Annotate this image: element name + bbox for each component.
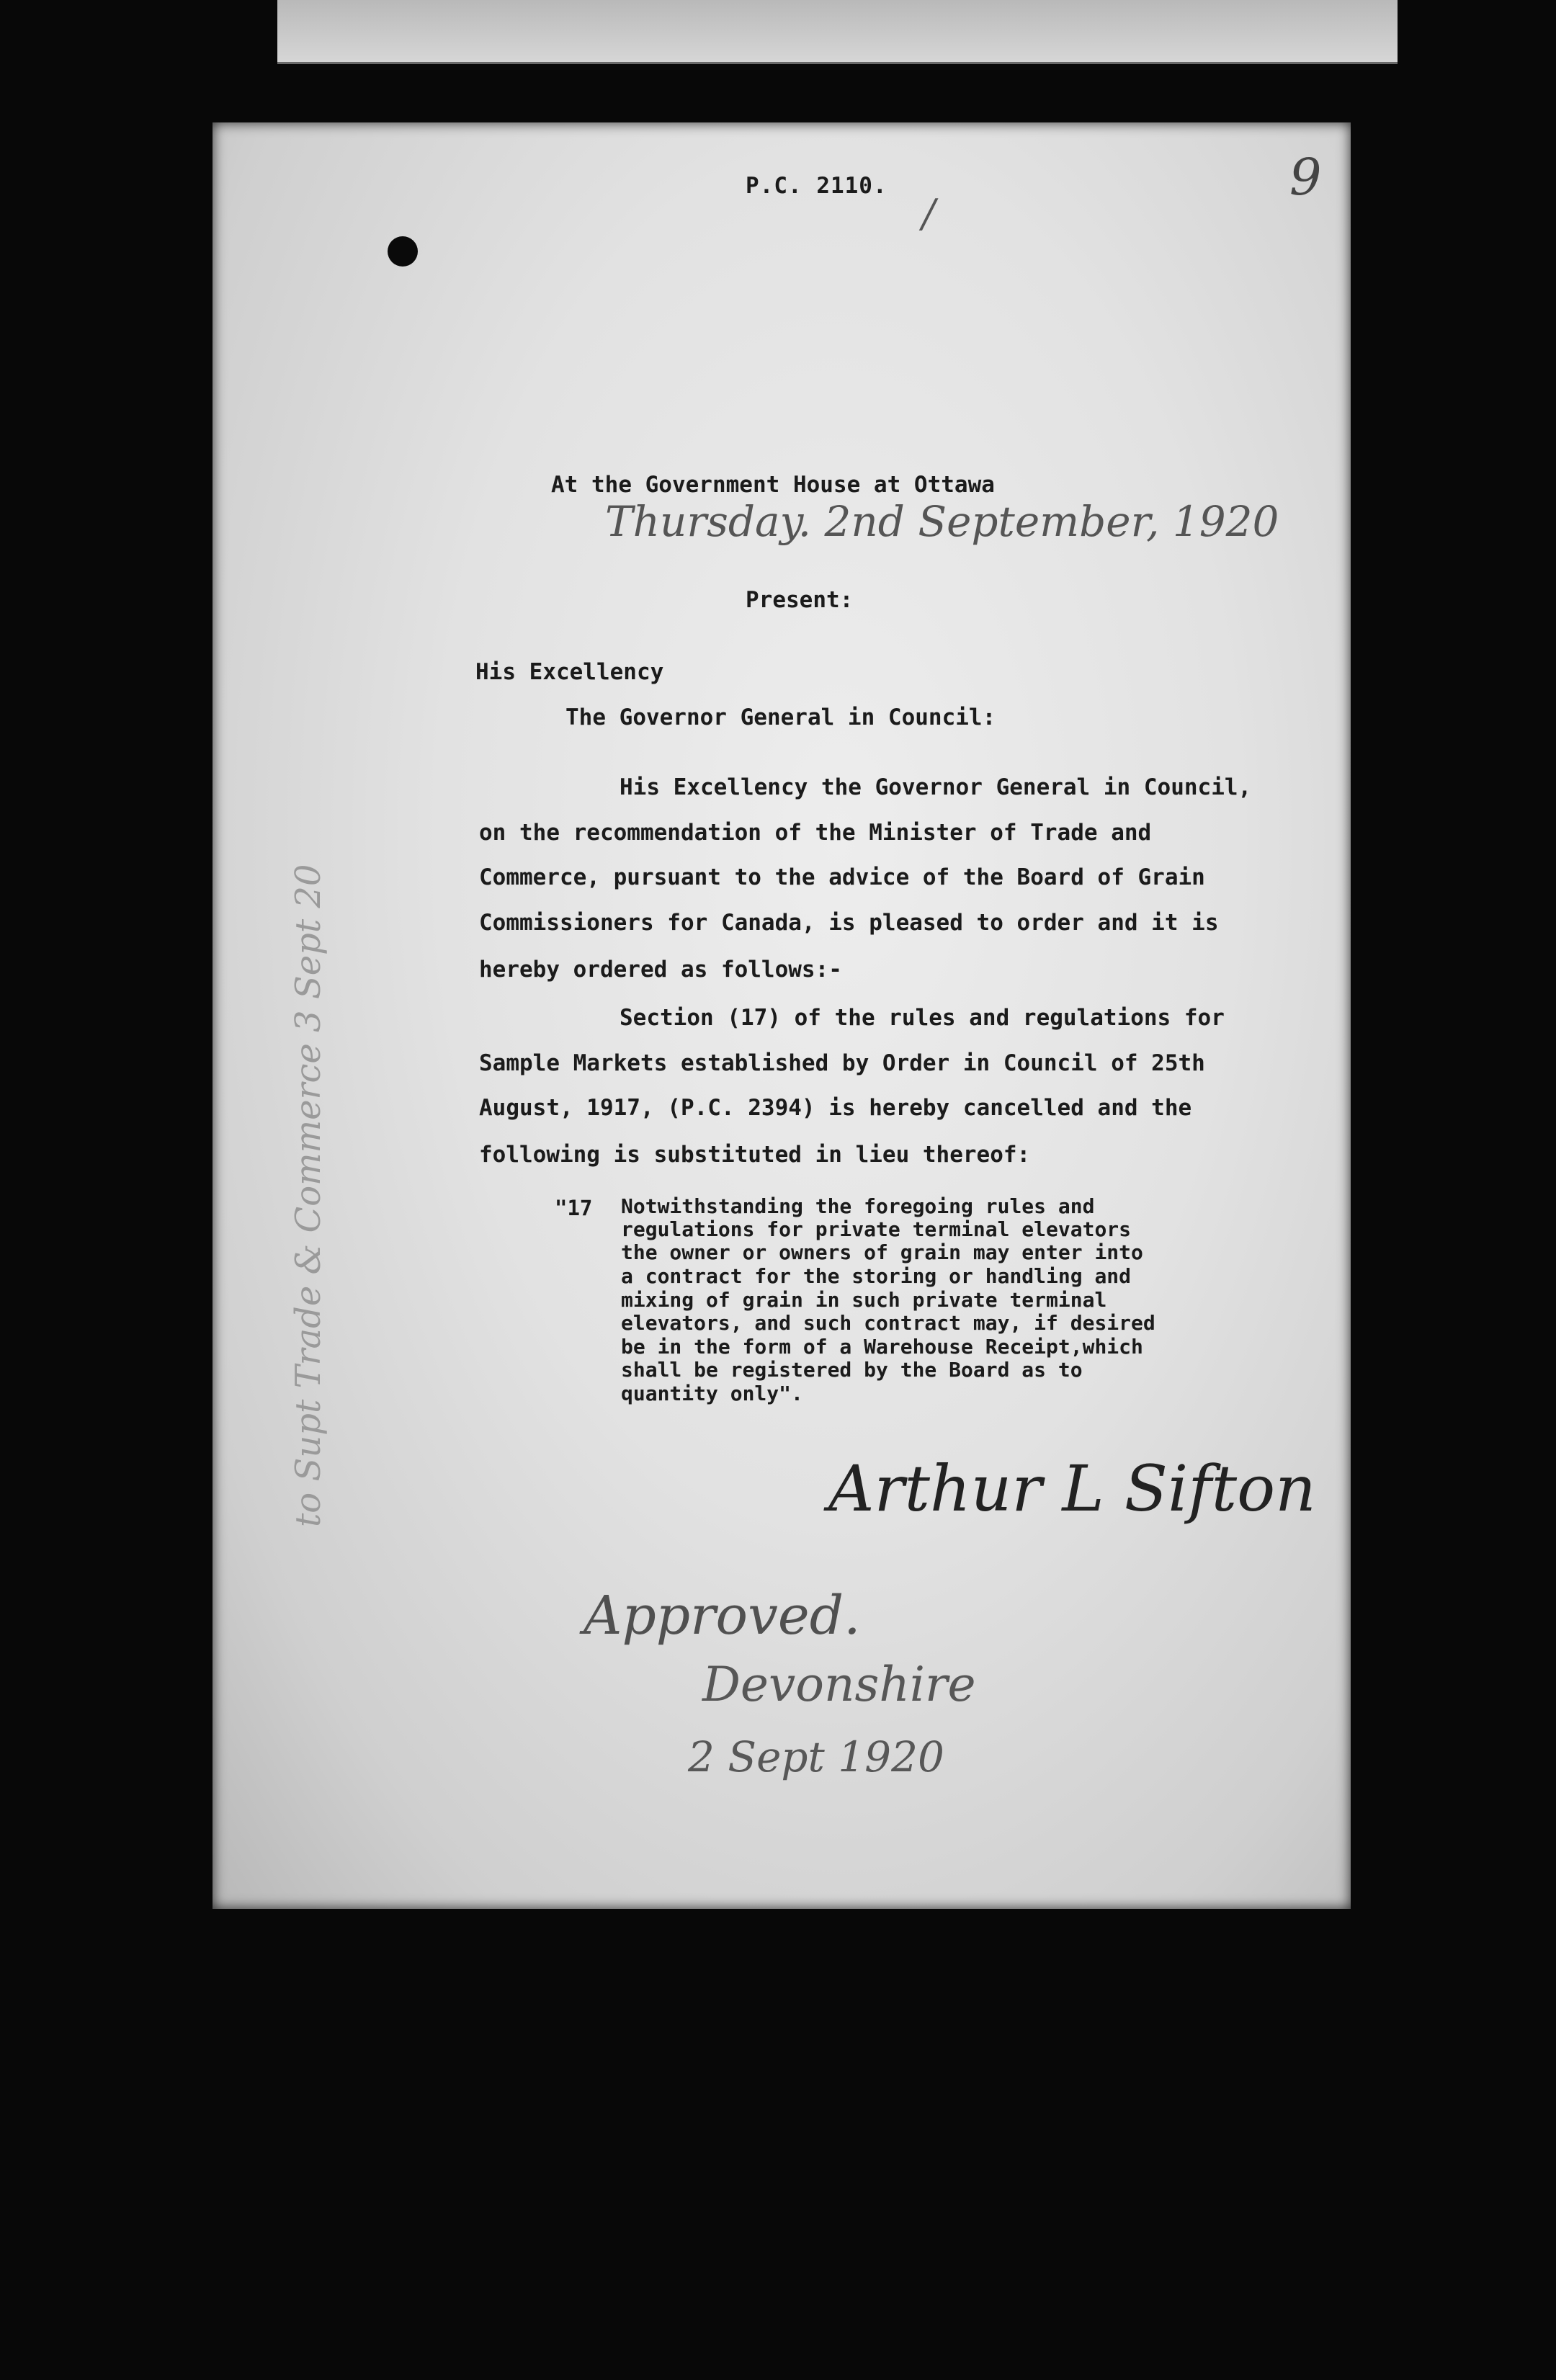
body-line: hereby ordered as follows:- [479, 957, 842, 983]
quoted-line: elevators, and such contract may, if desired [621, 1311, 1155, 1335]
minister-signature: Arthur L Sifton [828, 1451, 1316, 1526]
quoted-line: a contract for the storing or handling and [621, 1264, 1132, 1288]
punch-hole [388, 236, 418, 267]
body-line: following is substituted in lieu thereof: [479, 1142, 1031, 1168]
body-line: Section (17) of the rules and regulations for [620, 1005, 1225, 1031]
quoted-line: be in the form of a Warehouse Receipt,which [621, 1335, 1143, 1359]
handwritten-date: Thursday. 2nd September, 1920 [605, 497, 1279, 546]
addressee-line: The Governor General in Council: [565, 704, 996, 730]
pc-number: P.C. 2110. [746, 173, 887, 199]
quoted-line: the owner or owners of grain may enter into [621, 1240, 1143, 1264]
page-number: 9 [1289, 148, 1322, 207]
body-line: Commissioners for Canada, is pleased to order and it is [479, 910, 1219, 936]
approval-date: 2 Sept 1920 [688, 1732, 944, 1781]
addressee-line: His Excellency [475, 659, 664, 685]
body-line: Sample Markets established by Order in Council of 25th [479, 1050, 1205, 1076]
quoted-section-number: "17 [555, 1196, 593, 1220]
body-line: His Excellency the Governor General in Council, [620, 774, 1252, 800]
approver-signature: Devonshire [702, 1657, 976, 1712]
quoted-line: quantity only". [621, 1382, 803, 1405]
margin-annotation: to Supt Trade & Commerce 3 Sept 20 [288, 864, 328, 1527]
film-strip-previous-frame [277, 0, 1398, 64]
quoted-line: mixing of grain in such private terminal [621, 1288, 1107, 1312]
quoted-line: shall be registered by the Board as to [621, 1358, 1083, 1382]
quoted-line: regulations for private terminal elevators [621, 1217, 1132, 1241]
location-line: At the Government House at Ottawa [551, 472, 995, 498]
body-line: Commerce, pursuant to the advice of the Board of Grain [479, 864, 1205, 890]
approval-note: Approved. [584, 1585, 861, 1647]
tick-mark: / [922, 191, 936, 236]
quoted-line: Notwithstanding the foregoing rules and [621, 1194, 1095, 1218]
present-heading: Present: [746, 587, 854, 613]
body-line: on the recommendation of the Minister of Trade and [479, 820, 1152, 846]
body-line: August, 1917, (P.C. 2394) is hereby cancelled and the [479, 1095, 1192, 1121]
